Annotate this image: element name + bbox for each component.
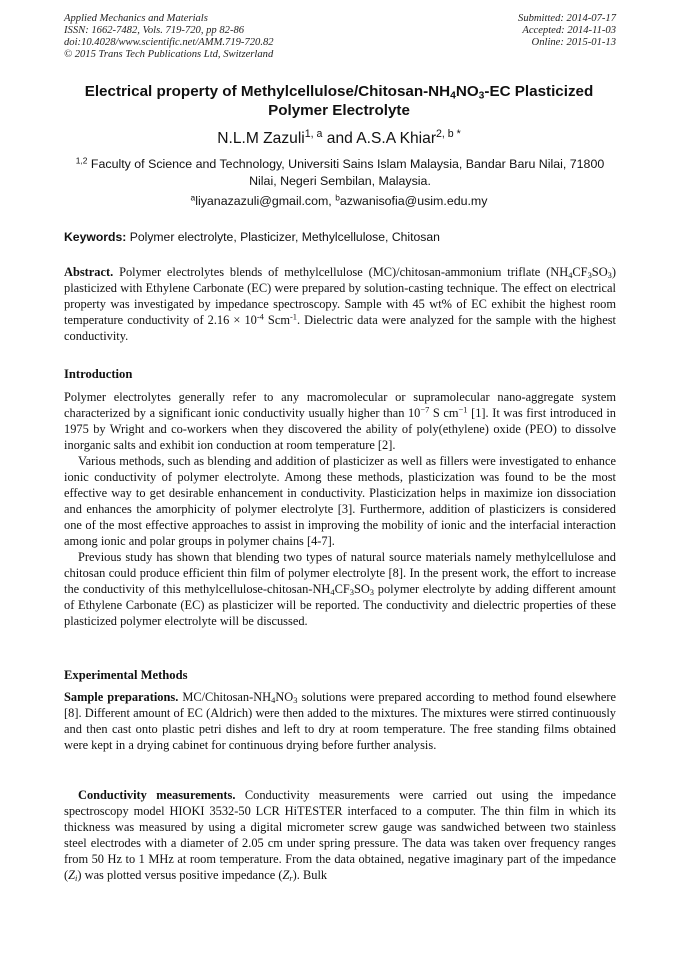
conductivity-paragraph: Conductivity measurements. Conductivity measurements were carried out using the impedance spectroscopy model HIOKI 3532-50 LCR HiTESTER interfaced to a computer. The thin film in which its thickness was measured by using a digital micrometer screw gauge was sandwiched between two stainless steel electrodes with a diameter of 2.05 cm under spring pressure. The data was taken over frequency ranges from 50 Hz to 1 MHz at room temperature. From the data obtained, negative imaginary part of the impedance $(Z_i)$ was plotted versus positive impedance $(Z_r)$. Bulk: [64, 788, 616, 884]
journal-copyright: © 2015 Trans Tech Publications Ltd, Switzerland: [64, 49, 274, 60]
submitted-date: Submitted: 2014-07-17: [518, 13, 616, 24]
author-1: N.L.M Zazuli: [217, 130, 305, 147]
dates-header: [518, 13, 616, 49]
abstract-label: Abstract.: [64, 265, 114, 279]
journal-header: [64, 13, 274, 61]
paper-title: Electrical property of Methylcellulose/$Chitosan-NH_4NO_3-EC$ Plasticized Polymer Electrolyte: [84, 83, 594, 119]
email-2: azwanisofia@usim.edu.my: [339, 194, 488, 208]
section-heading-methods: Experimental Methods: [64, 668, 188, 682]
author-list: N.L.M Zazuli$^{1, a}$ and A.S.A Khiar$^{2, b *}$: [217, 128, 461, 147]
paragraph: Previous study has shown that blending two types of natural source materials namely methylcellulose and chitosan could produce efficient thin film of polymer electrolyte [8]. In the present work, the effort to increase the conductivity of this methylcellulose-$chitosan-NH_4CF_3SO_3$ polymer electrolyte by adding different amount of Ethylene Carbonate (EC) as plasticizer will be reported. The conductivity and dielectric properties of these plasticized polymer electrolyte will be discussed.: [64, 550, 616, 628]
journal-issn: ISSN: 1662-7482, Vols. 719-720, pp 82-86: [64, 25, 245, 36]
keywords-label: Keywords:: [64, 230, 127, 244]
paragraph: Polymer electrolytes generally refer to any macromolecular or supramolecular nano-aggregate system characterized by a significant ionic conductivity usually higher than $10^{-7}$ S $cm^{-1}$ [1]. It was first introduced in 1975 by Wright and co-workers when they discovered the ability of poly(ethylene) oxide (PEO) to dissolve inorganic salts and exhibit ion conduction at room temperature [2].: [64, 390, 616, 452]
journal-doi: doi:10.4028/www.scientific.net/AMM.719-720.82: [64, 37, 274, 48]
keywords: Keywords: Polymer electrolyte, Plasticizer, Methylcellulose, Chitosan: [64, 230, 440, 244]
author-emails: $^a$liyanazazuli@gmail.com, $^b$azwanisofia@usim.edu.my: [190, 192, 488, 208]
email-1: liyanazazuli@gmail.com,: [195, 194, 336, 208]
accepted-date: Accepted: 2014-11-03: [522, 25, 616, 36]
online-date: Online: 2015-01-13: [531, 37, 616, 48]
affiliation: $^{1,2}$ Faculty of Science and Technology, Universiti Sains Islam Malaysia, Bandar Baru Nilai, 71800 Nilai, Negeri Sembilan, Malaysia.: [75, 155, 605, 188]
sample-preparation-paragraph: Sample preparations. $MC/Chitosan-NH_4NO_3$ solutions were prepared according to method found elsewhere [8]. Different amount of EC (Aldrich) were then added to the mixtures. The mixtures were stirred continuously and then cast onto plastic petri dishes and left to dry at room temperature. The free standing films obtained were kept in a drying cabinet for continuous drying before further analysis.: [64, 690, 616, 752]
author-2: A.S.A Khiar: [356, 130, 437, 147]
section-heading-introduction: Introduction: [64, 367, 133, 381]
abstract: Abstract. Polymer electrolytes blends of methylcellulose (MC)/chitosan-ammonium triflate $(NH_4CF_3SO_3)$ plasticized with Ethylene Carbonate (EC) were prepared by solution-casting technique. The effect on electrical property was investigated by impedance spectroscopy. Sample with 45 wt% of EC exhibit the highest room temperature conductivity of $2.16 \times 10^{-4}$ Scm$^{-1}$. Dielectric data were analyzed for the sample with the highest conductivity.: [64, 265, 616, 343]
introduction-body: [64, 389, 616, 629]
paragraph: Various methods, such as blending and addition of plasticizer as well as fillers were investigated to enhance ionic conductivity of polymer electrolyte. Among these methods, plasticization was found to be the most effective way to get desirable enhancement in conductivity. Plasticization helps in maximize ion dissociation and enhances the amorphicity of polymer electrolyte [3]. Furthermore, addition of plasticizers is considered one of the most effective approaches to assist in improving the mobility of ionic and the interfacial interaction among ionic and polar groups in polymer chains [4-7].: [64, 454, 616, 548]
journal-name: Applied Mechanics and Materials: [64, 13, 208, 24]
